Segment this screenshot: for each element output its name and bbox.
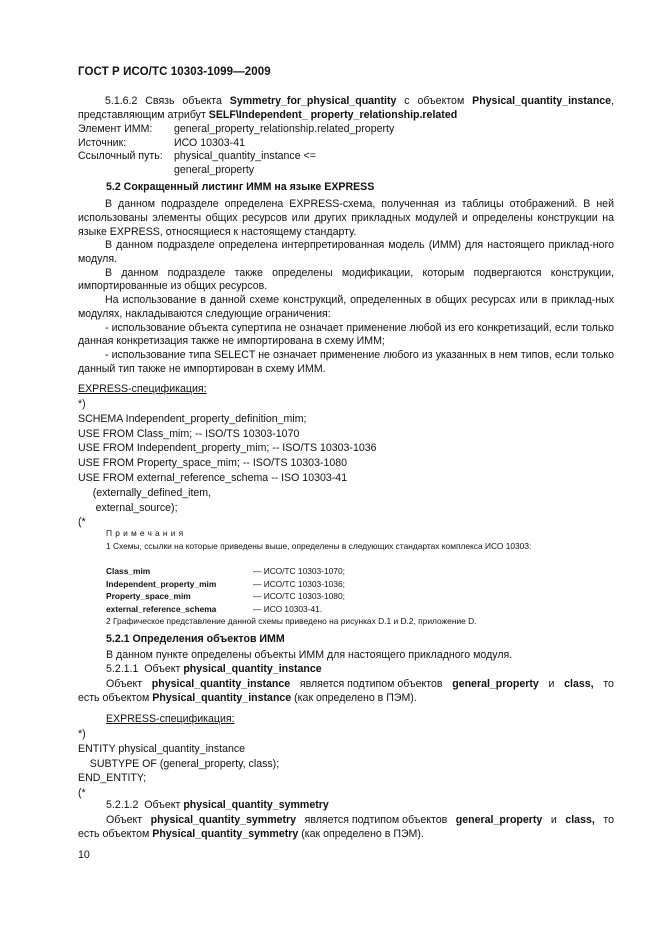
paragraph: В данном подразделе определена EXPRESS-схема, полученная из таблицы отображений. В ней использованы элементы общих ресурсов или других прикладных модулей и определены конструкции на языке EXPRESS, относящиеся к настоящему стандарту. (78, 198, 614, 238)
express-spec-label: EXPRESS-спецификация: (106, 713, 235, 725)
code-line: SCHEMA Independent_property_definition_mim; (78, 412, 307, 425)
section-heading-5-2-1: 5.2.1 Определения объектов ИММ (106, 633, 285, 645)
list-item: - использование объекта супертипа не означает применение любой из его конкретизаций, если только данная конкретизация также не импортирована в схему ИММ; (78, 321, 614, 348)
entity-name: Physical_quantity_instance (472, 95, 612, 107)
express-code-block (78, 397, 377, 530)
text: то (603, 678, 614, 690)
express-spec-label: EXPRESS-спецификация: (78, 383, 207, 395)
clause-number: 5.1.6.2 (105, 95, 138, 107)
code-line: USE FROM Property_space_mim; -- ISO/TS 10303-1080 (78, 457, 348, 470)
entity-name: class, (564, 678, 594, 690)
mapping-value: general_property_relationship.related_property (174, 123, 395, 135)
schema-ref-name: Independent_property_mim (106, 578, 217, 589)
text: есть объектом (78, 828, 150, 840)
document-header: ГОСТ Р ИСО/ТС 10303-1099—2009 (78, 66, 271, 78)
note-2: 2 Графическое представление данной схемы приведено на рисунках D.1 и D.2, приложение D. (106, 616, 477, 626)
code-line: SUBTYPE OF (general_property, class); (78, 757, 280, 770)
attribute-name: SELF\Independent_ property_relationship.related (208, 108, 458, 121)
text: есть объектом (78, 692, 150, 704)
note-1: 1 Схемы, ссылки на которые приведены выше, определены в следующих стандартах комплекса ИСО 10303: (106, 541, 532, 551)
entity-name: general_property (452, 678, 539, 690)
mapping-value: general_property (174, 163, 255, 176)
code-line: USE FROM Independent_property_mim; -- ISO/TS 10303-1036 (78, 442, 377, 455)
text: и (550, 814, 557, 826)
code-line: USE FROM Class_mim; -- ISO/TS 10303-1070 (78, 427, 300, 440)
schema-ref-standard: — ИСО/ТС 10303-1036; (253, 578, 345, 589)
code-line: *) (78, 728, 86, 740)
text: Объект (106, 814, 143, 826)
paragraph: В данном подразделе также определены модификации, которым подвергаются конструкции, импортированные из общих ресурсов. (78, 266, 614, 293)
code-line: ENTITY physical_quantity_instance (78, 742, 246, 755)
list-item: - использование типа SELECT не означает применение любого из указанных в нем типов, если только данный тип также не импортирован в схему ИММ. (78, 349, 614, 375)
entity-name: physical_quantity_instance (183, 663, 322, 675)
paragraph: В данном пункте определены объекты ИММ для настоящего прикладного модуля. (106, 649, 513, 661)
schema-ref-standard: — ИСО 10303-41. (253, 603, 323, 614)
clause-5-1-6-2: 5.1.6.2 Связь объекта Symmetry_for_physical_quantity с объектом Physical_quantity_instance, представляющим атрибут SELF\Independent_ property_relationship.related (78, 95, 615, 121)
schema-ref-standard: — ИСО/ТС 10303-1080; (253, 591, 345, 601)
clause-5-2-1-1-line2 (78, 692, 417, 706)
paragraph: В данном подразделе определена интерпретированная модель (ИММ) для настоящего приклад-ного модуля. (78, 239, 614, 265)
mapping-key: Элемент ИММ: (78, 123, 153, 135)
mapping-key: Ссылочный путь: (78, 150, 163, 162)
paragraph: На использование в данной схеме конструкций, определенных в общих ресурсах или в приклад-ных модулях, накладываются следующие ограничения: (78, 294, 614, 320)
clause-number: 5.2.1.1 (106, 663, 139, 675)
text: Связь объекта (145, 95, 222, 107)
mapping-value: ИСО 10303-41 (174, 136, 245, 149)
text: Объект (106, 678, 143, 690)
code-line: (* (78, 787, 86, 800)
text: является подтипом объектов (304, 814, 448, 826)
express-code-block (78, 727, 279, 801)
entity-name: physical_quantity_symmetry (183, 799, 329, 811)
code-line: *) (78, 398, 86, 410)
notes-title: Примечания (106, 528, 187, 538)
code-line: (externally_defined_item, (78, 486, 212, 499)
schema-ref-name: external_reference_schema (106, 603, 217, 614)
text: и (548, 678, 555, 690)
entity-name: physical_quantity_symmetry (150, 814, 297, 826)
entity-name: class, (565, 814, 595, 826)
entity-name: Physical_quantity_instance (152, 692, 292, 704)
clause-5-2-1-2-heading (106, 799, 329, 813)
code-line: external_source); (78, 501, 178, 514)
entity-name: physical_quantity_instance (151, 678, 291, 690)
section-heading-5-2: 5.2 Сокращенный листинг ИММ на языке EXPRESS (106, 181, 375, 193)
text: (как определено в ПЭМ). (294, 692, 417, 704)
text: с объектом (404, 95, 465, 107)
text: является подтипом объектов (299, 678, 443, 690)
clause-5-2-1-1-line1 (106, 678, 614, 692)
text: (как определено в ПЭМ). (301, 828, 424, 840)
entity-name: Physical_quantity_symmetry (152, 828, 299, 840)
page-number: 10 (78, 849, 90, 861)
entity-name: general_property (455, 814, 543, 826)
code-line: USE FROM external_reference_schema -- ISO 10303-41 (78, 471, 348, 484)
code-line: (* (78, 516, 86, 529)
clause-5-2-1-2-line1 (106, 814, 614, 828)
code-line: END_ENTITY; (78, 772, 147, 785)
schema-ref-name: Class_mim (106, 566, 151, 576)
clause-5-2-1-2-line2 (78, 828, 424, 842)
schema-ref-standard: — ИСО/ТС 10303-1070; (253, 566, 345, 576)
entity-name: Symmetry_for_physical_quantity (229, 95, 397, 107)
mapping-key: Источник: (78, 136, 127, 149)
text: то (603, 814, 614, 826)
text: Объект (144, 799, 181, 811)
clause-number: 5.2.1.2 (106, 799, 139, 811)
text: представляющим атрибут (78, 108, 206, 121)
mapping-value: physical_quantity_instance <= (174, 150, 316, 162)
schema-ref-name: Property_space_mim (106, 591, 191, 601)
clause-5-2-1-1-heading (106, 663, 322, 677)
text: Объект (144, 663, 181, 675)
